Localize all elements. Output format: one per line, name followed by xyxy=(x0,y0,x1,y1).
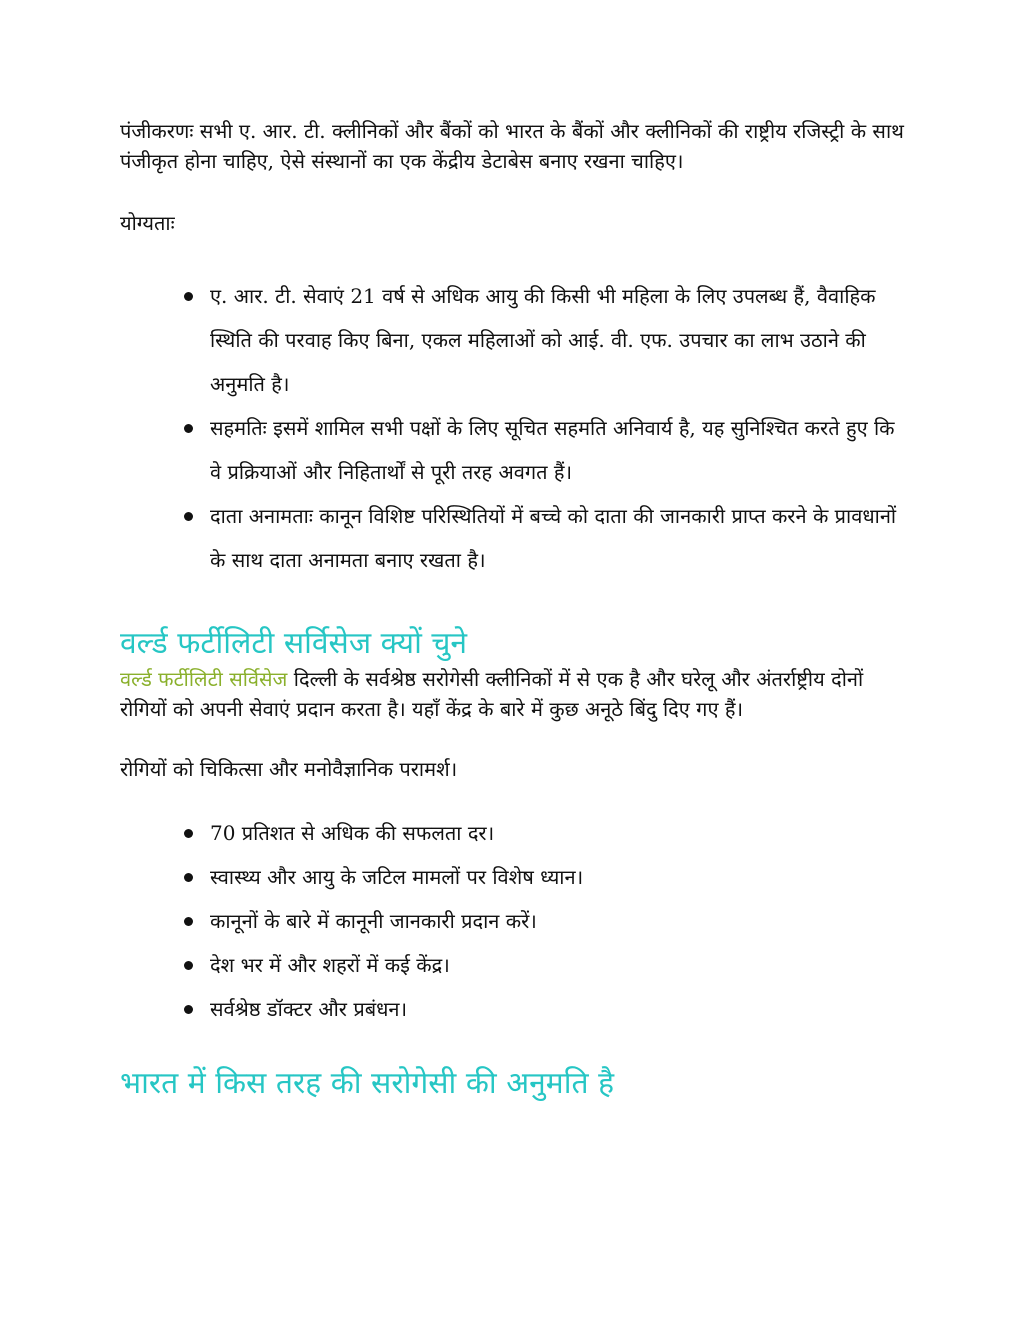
list-item xyxy=(120,994,910,1024)
list-item-text: दाता अनामताः कानून विशिष्ट परिस्थितियों में बच्चे को दाता की जानकारी प्राप्त करने के प्रावधानों के साथ दाता अनामता बनाए रखता है। xyxy=(210,504,897,572)
list-item-text: कानूनों के बारे में कानूनी जानकारी प्रदान करें। xyxy=(210,909,537,933)
intro-text: दिल्ली के सर्वश्रेष्ठ सरोगेसी क्लीनिकों में से एक है और घरेलू और अंतर्राष्ट्रीय दोनों रोगियों को अपनी सेवाएं प्रदान करता है। यहाँ केंद्र के बारे में कुछ अनूठे बिंदु दिए गए हैं। xyxy=(120,667,864,721)
eligibility-label: योग्यताः xyxy=(120,211,175,235)
bullet-icon xyxy=(184,829,193,838)
list-item xyxy=(120,906,910,936)
bullet-icon xyxy=(184,873,193,882)
list-item xyxy=(120,406,910,494)
list-item xyxy=(120,494,910,582)
counseling-line: रोगियों को चिकित्सा और मनोवैज्ञानिक परामर्श। xyxy=(120,757,458,781)
list-item-text: ए. आर. टी. सेवाएं 21 वर्ष से अधिक आयु की किसी भी महिला के लिए उपलब्ध हैं, वैवाहिक स्थिति की परवाह किए बिना, एकल महिलाओं को आई. वी. एफ. उपचार का लाभ उठाने की अनुमति है। xyxy=(210,284,876,396)
list-item-text: सर्वश्रेष्ठ डॉक्टर और प्रबंधन। xyxy=(210,997,408,1021)
document-page xyxy=(120,116,910,1104)
list-item-text: 70 प्रतिशत से अधिक की सफलता दर। xyxy=(210,821,495,845)
bullet-icon xyxy=(184,1005,193,1014)
section-heading-why-choose: वर्ल्ड फर्टीलिटी सर्विसेज क्यों चुने xyxy=(120,626,468,661)
intro-paragraph xyxy=(120,664,910,724)
bullet-icon xyxy=(184,292,193,301)
list-item xyxy=(120,818,910,848)
list-item xyxy=(120,274,910,406)
registration-paragraph: पंजीकरणः सभी ए. आर. टी. क्लीनिकों और बैंकों को भारत के बैंकों और क्लीनिकों की राष्ट्रीय रजिस्ट्री के साथ पंजीकृत होना चाहिए, ऐसे संस्थानों का एक केंद्रीय डेटाबेस बनाए रखना चाहिए। xyxy=(120,119,904,173)
list-item xyxy=(120,950,910,980)
world-fertility-services-link[interactable]: वर्ल्ड फर्टीलिटी सर्विसेज xyxy=(120,667,288,691)
list-item-text: स्वास्थ्य और आयु के जटिल मामलों पर विशेष ध्यान। xyxy=(210,865,584,889)
bullet-icon xyxy=(184,961,193,970)
bullet-icon xyxy=(184,917,193,926)
list-item-text: देश भर में और शहरों में कई केंद्र। xyxy=(210,953,450,977)
section-heading-surrogacy-allowed: भारत में किस तरह की सरोगेसी की अनुमति है xyxy=(120,1066,615,1101)
eligibility-list xyxy=(120,274,910,582)
bullet-icon xyxy=(184,424,193,433)
bullet-icon xyxy=(184,512,193,521)
list-item xyxy=(120,862,910,892)
highlights-list xyxy=(120,818,910,1024)
list-item-text: सहमतिः इसमें शामिल सभी पक्षों के लिए सूचित सहमति अनिवार्य है, यह सुनिश्चित करते हुए कि वे प्रक्रियाओं और निहितार्थों से पूरी तरह अवगत हैं। xyxy=(210,416,895,484)
